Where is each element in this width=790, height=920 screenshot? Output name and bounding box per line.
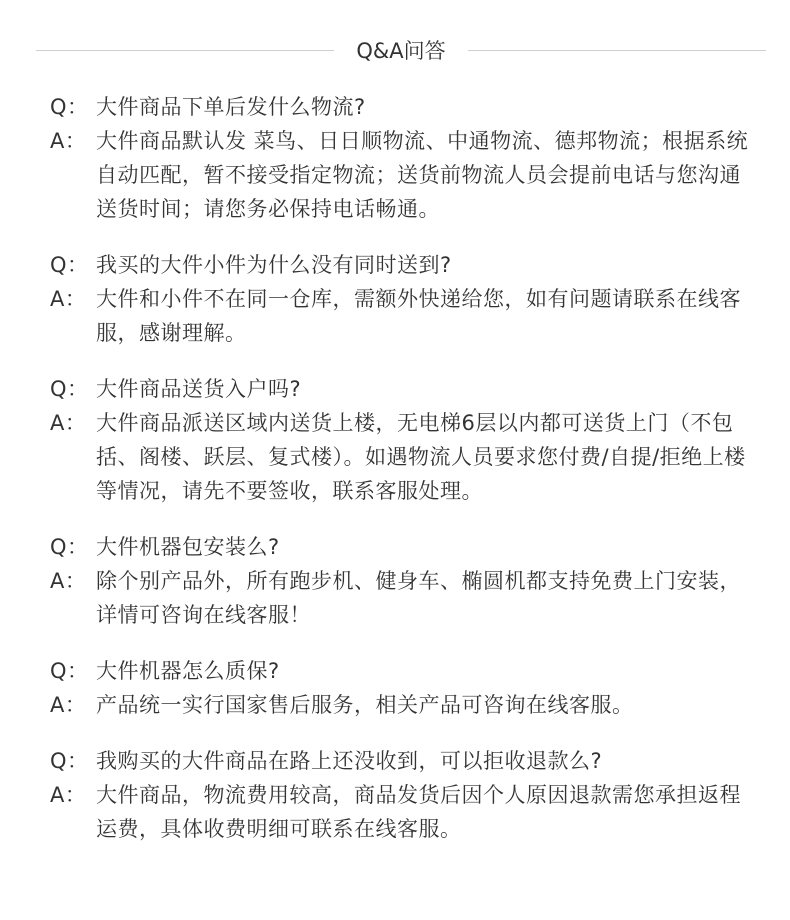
answer-marker: A：	[50, 783, 87, 807]
qa-item	[50, 744, 750, 846]
question-row	[50, 530, 750, 564]
answer-text: 大件商品，物流费用较高，商品发货后因个人原因退款需您承担返程运费，具体收费明细可联系在线客服。	[96, 783, 741, 841]
answer-marker: A：	[50, 569, 87, 593]
question-marker: Q：	[50, 95, 89, 119]
question-marker: Q：	[50, 749, 89, 773]
question-marker: Q：	[50, 535, 89, 559]
answer-row	[50, 406, 750, 508]
answer-text: 产品统一实行国家售后服务，相关产品可咨询在线客服。	[96, 693, 634, 717]
question-marker: Q：	[50, 659, 89, 683]
answer-marker: A：	[50, 693, 87, 717]
question-text: 我购买的大件商品在路上还没收到，可以拒收退款么?	[96, 749, 603, 773]
answer-marker: A：	[50, 129, 87, 153]
question-marker: Q：	[50, 253, 89, 277]
answer-marker: A：	[50, 287, 87, 311]
question-text: 我买的大件小件为什么没有同时送到?	[96, 253, 452, 277]
question-text: 大件机器怎么质保?	[96, 659, 280, 683]
answer-text: 大件商品派送区域内送货上楼，无电梯6层以内都可送货上门（不包括、阁楼、跃层、复式楼）。如遇物流人员要求您付费/自提/拒绝上楼等情况，请先不要签收，联系客服处理。	[96, 411, 746, 503]
question-row	[50, 744, 750, 778]
qa-item	[50, 530, 750, 632]
answer-row	[50, 282, 750, 350]
answer-row	[50, 124, 750, 226]
answer-text: 除个别产品外，所有跑步机、健身车、椭圆机都支持免费上门安装，详情可咨询在线客服！	[96, 569, 741, 627]
question-row	[50, 372, 750, 406]
qa-item	[50, 248, 750, 350]
question-text: 大件机器包安装么?	[96, 535, 280, 559]
header-divider-left	[36, 50, 334, 51]
question-text: 大件商品送货入户吗?	[96, 377, 302, 401]
answer-text: 大件和小件不在同一仓库，需额外快递给您，如有问题请联系在线客服，感谢理解。	[96, 287, 741, 345]
answer-row	[50, 778, 750, 846]
header-divider-right	[468, 50, 766, 51]
section-header	[36, 30, 766, 70]
qa-item	[50, 90, 750, 226]
qa-item	[50, 654, 750, 722]
page-title: Q&A问答	[356, 39, 446, 63]
question-marker: Q：	[50, 377, 89, 401]
answer-text: 大件商品默认发 菜鸟、日日顺物流、中通物流、德邦物流；根据系统自动匹配，暂不接受指定物流；送货前物流人员会提前电话与您沟通送货时间；请您务必保持电话畅通。	[96, 129, 749, 221]
question-row	[50, 654, 750, 688]
qa-item	[50, 372, 750, 508]
answer-row	[50, 564, 750, 632]
qa-list	[50, 90, 750, 868]
question-text: 大件商品下单后发什么物流?	[96, 95, 366, 119]
question-row	[50, 90, 750, 124]
answer-marker: A：	[50, 411, 87, 435]
answer-row	[50, 688, 750, 722]
question-row	[50, 248, 750, 282]
